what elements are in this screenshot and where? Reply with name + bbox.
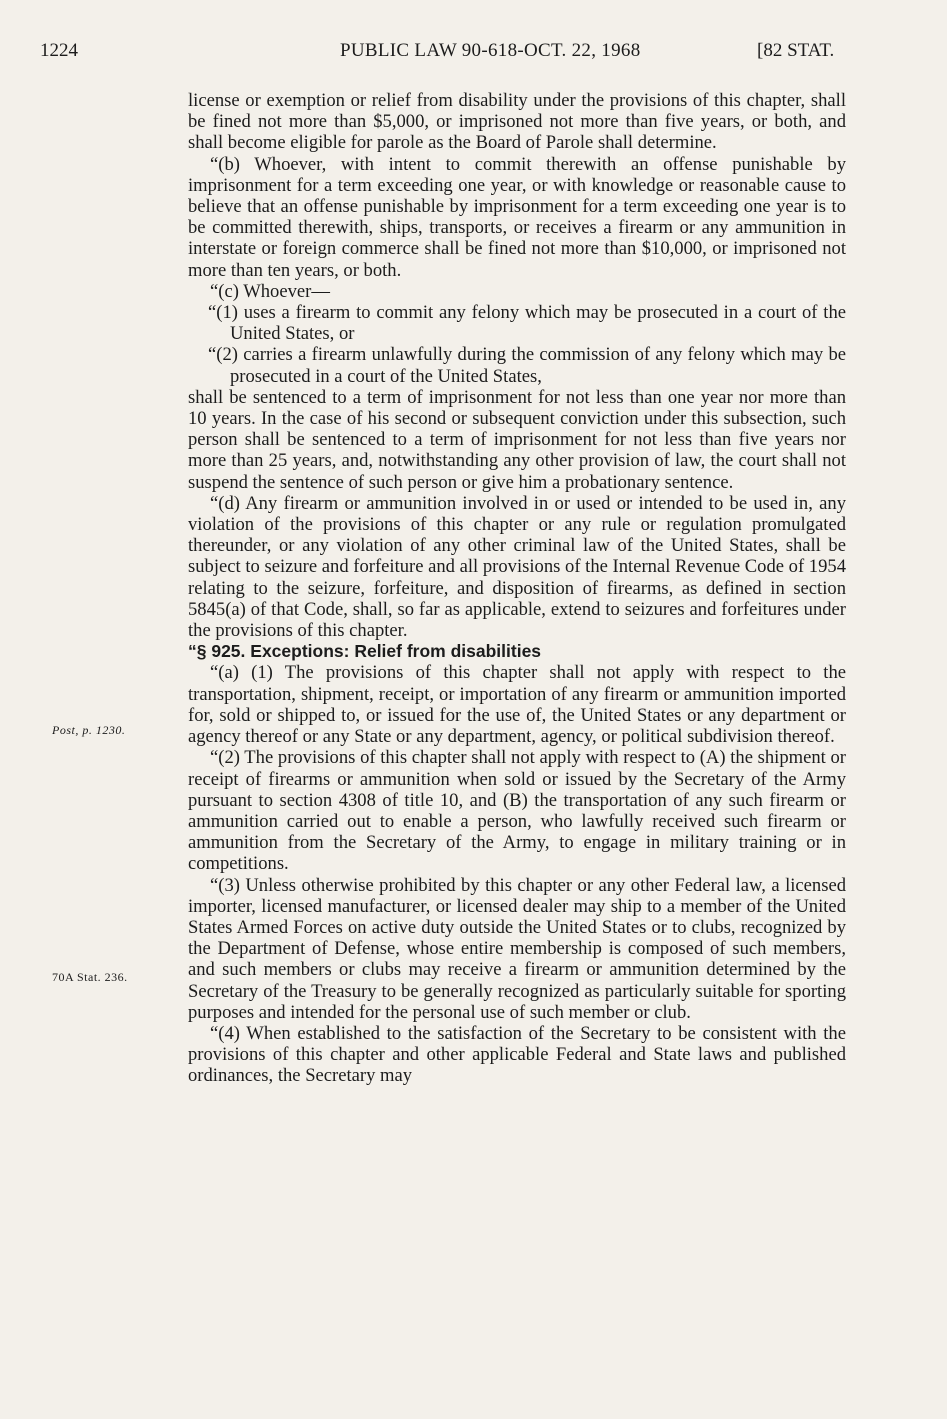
paragraph: “(b) Whoever, with intent to commit therewith an offense punishable by imprisonment for a term exceeding one year, or with knowledge or reasonable cause to believe that an offense punishable by imprisonment for a term exceeding one year is to be committed therewith, ships, transports, or receives a firearm or any ammunition in interstate or foreign commerce shall be fined not more than $10,000, or imprisoned not more than ten years, or both. — [188, 153, 846, 281]
paragraph: “(d) Any firearm or ammunition involved in or used or intended to be used in, any violation of the provisions of this chapter or any rule or regulation promulgated thereunder, or any violation of any other criminal law of the United States, shall be subject to seizure and forfeiture and all provisions of the Internal Revenue Code of 1954 relating to the seizure, forfeiture, and disposition of firearms, as defined in section 5845(a) of that Code, shall, so far as applicable, extend to seizures and forfeitures under the provisions of this chapter. — [188, 492, 846, 642]
paragraph: license or exemption or relief from disability under the provisions of this chapter, shall be fined not more than $5,000, or imprisoned not more than five years, or both, and shall become eligible for parole as the Board of Parole shall determine. — [188, 90, 846, 154]
paragraph: “(a) (1) The provisions of this chapter shall not apply with respect to the transportation, shipment, receipt, or importation of any firearm or ammunition imported for, sold or shipped to, or issued for the use of, the United States or any department or agency thereof or any State or any department, agency, or political subdivision thereof. — [188, 662, 846, 748]
page-header — [0, 40, 947, 70]
page-number: 1224 — [40, 40, 78, 61]
paragraph: “(4) When established to the satisfaction of the Secretary to be consistent with the provisions of this chapter and other applicable Federal and State laws and published ordinances, the Secretary may — [188, 1022, 846, 1087]
paragraph: “(3) Unless otherwise prohibited by this chapter or any other Federal law, a licensed importer, licensed manufacturer, or licensed dealer may ship to a member of the United States Armed Forces on active duty outside the United States or to clubs, recognized by the Department of Defense, whose entire membership is composed of such members, and such members or clubs may receive a firearm or ammunition determined by the Secretary of the Treasury to be generally recognized as particularly suitable for sporting purposes and intended for the personal use of such member or club. — [188, 874, 846, 1023]
paragraph: “(1) uses a firearm to commit any felony which may be prosecuted in a court of the United States, or — [208, 302, 846, 345]
margin-note-stat: 70A Stat. 236. — [52, 970, 128, 984]
paragraph: “(2) carries a firearm unlawfully during the commission of any felony which may be prosecuted in a court of the United States, — [208, 344, 846, 387]
paragraph: “(2) The provisions of this chapter shall not apply with respect to (A) the shipment or receipt of firearms or ammunition when sold or issued by the Secretary of the Army pursuant to section 4308 of title 10, and (B) the transportation of any such firearm or ammunition carried out to enable a person, who lawfully received such firearm or ammunition from the Secretary of the Army, to engage in military training or in competitions. — [188, 747, 846, 875]
section-heading: “§ 925. Exceptions: Relief from disabilities — [188, 641, 542, 662]
paragraph: shall be sentenced to a term of imprisonment for not less than one year nor more than 10 years. In the case of his second or subsequent conviction under this subsection, such person shall be sentenced to a term of imprisonment for not less than five years nor more than 25 years, and, notwithstanding any other provision of law, the court shall not suspend the sentence of such person or give him a probationary sentence. — [188, 386, 846, 493]
body-text — [188, 90, 846, 1087]
paragraph: “(c) Whoever— — [210, 280, 330, 302]
statute-volume: [82 STAT. — [757, 40, 835, 61]
running-title: PUBLIC LAW 90-618-OCT. 22, 1968 — [340, 40, 641, 61]
margin-note-post: Post, p. 1230. — [52, 723, 126, 737]
